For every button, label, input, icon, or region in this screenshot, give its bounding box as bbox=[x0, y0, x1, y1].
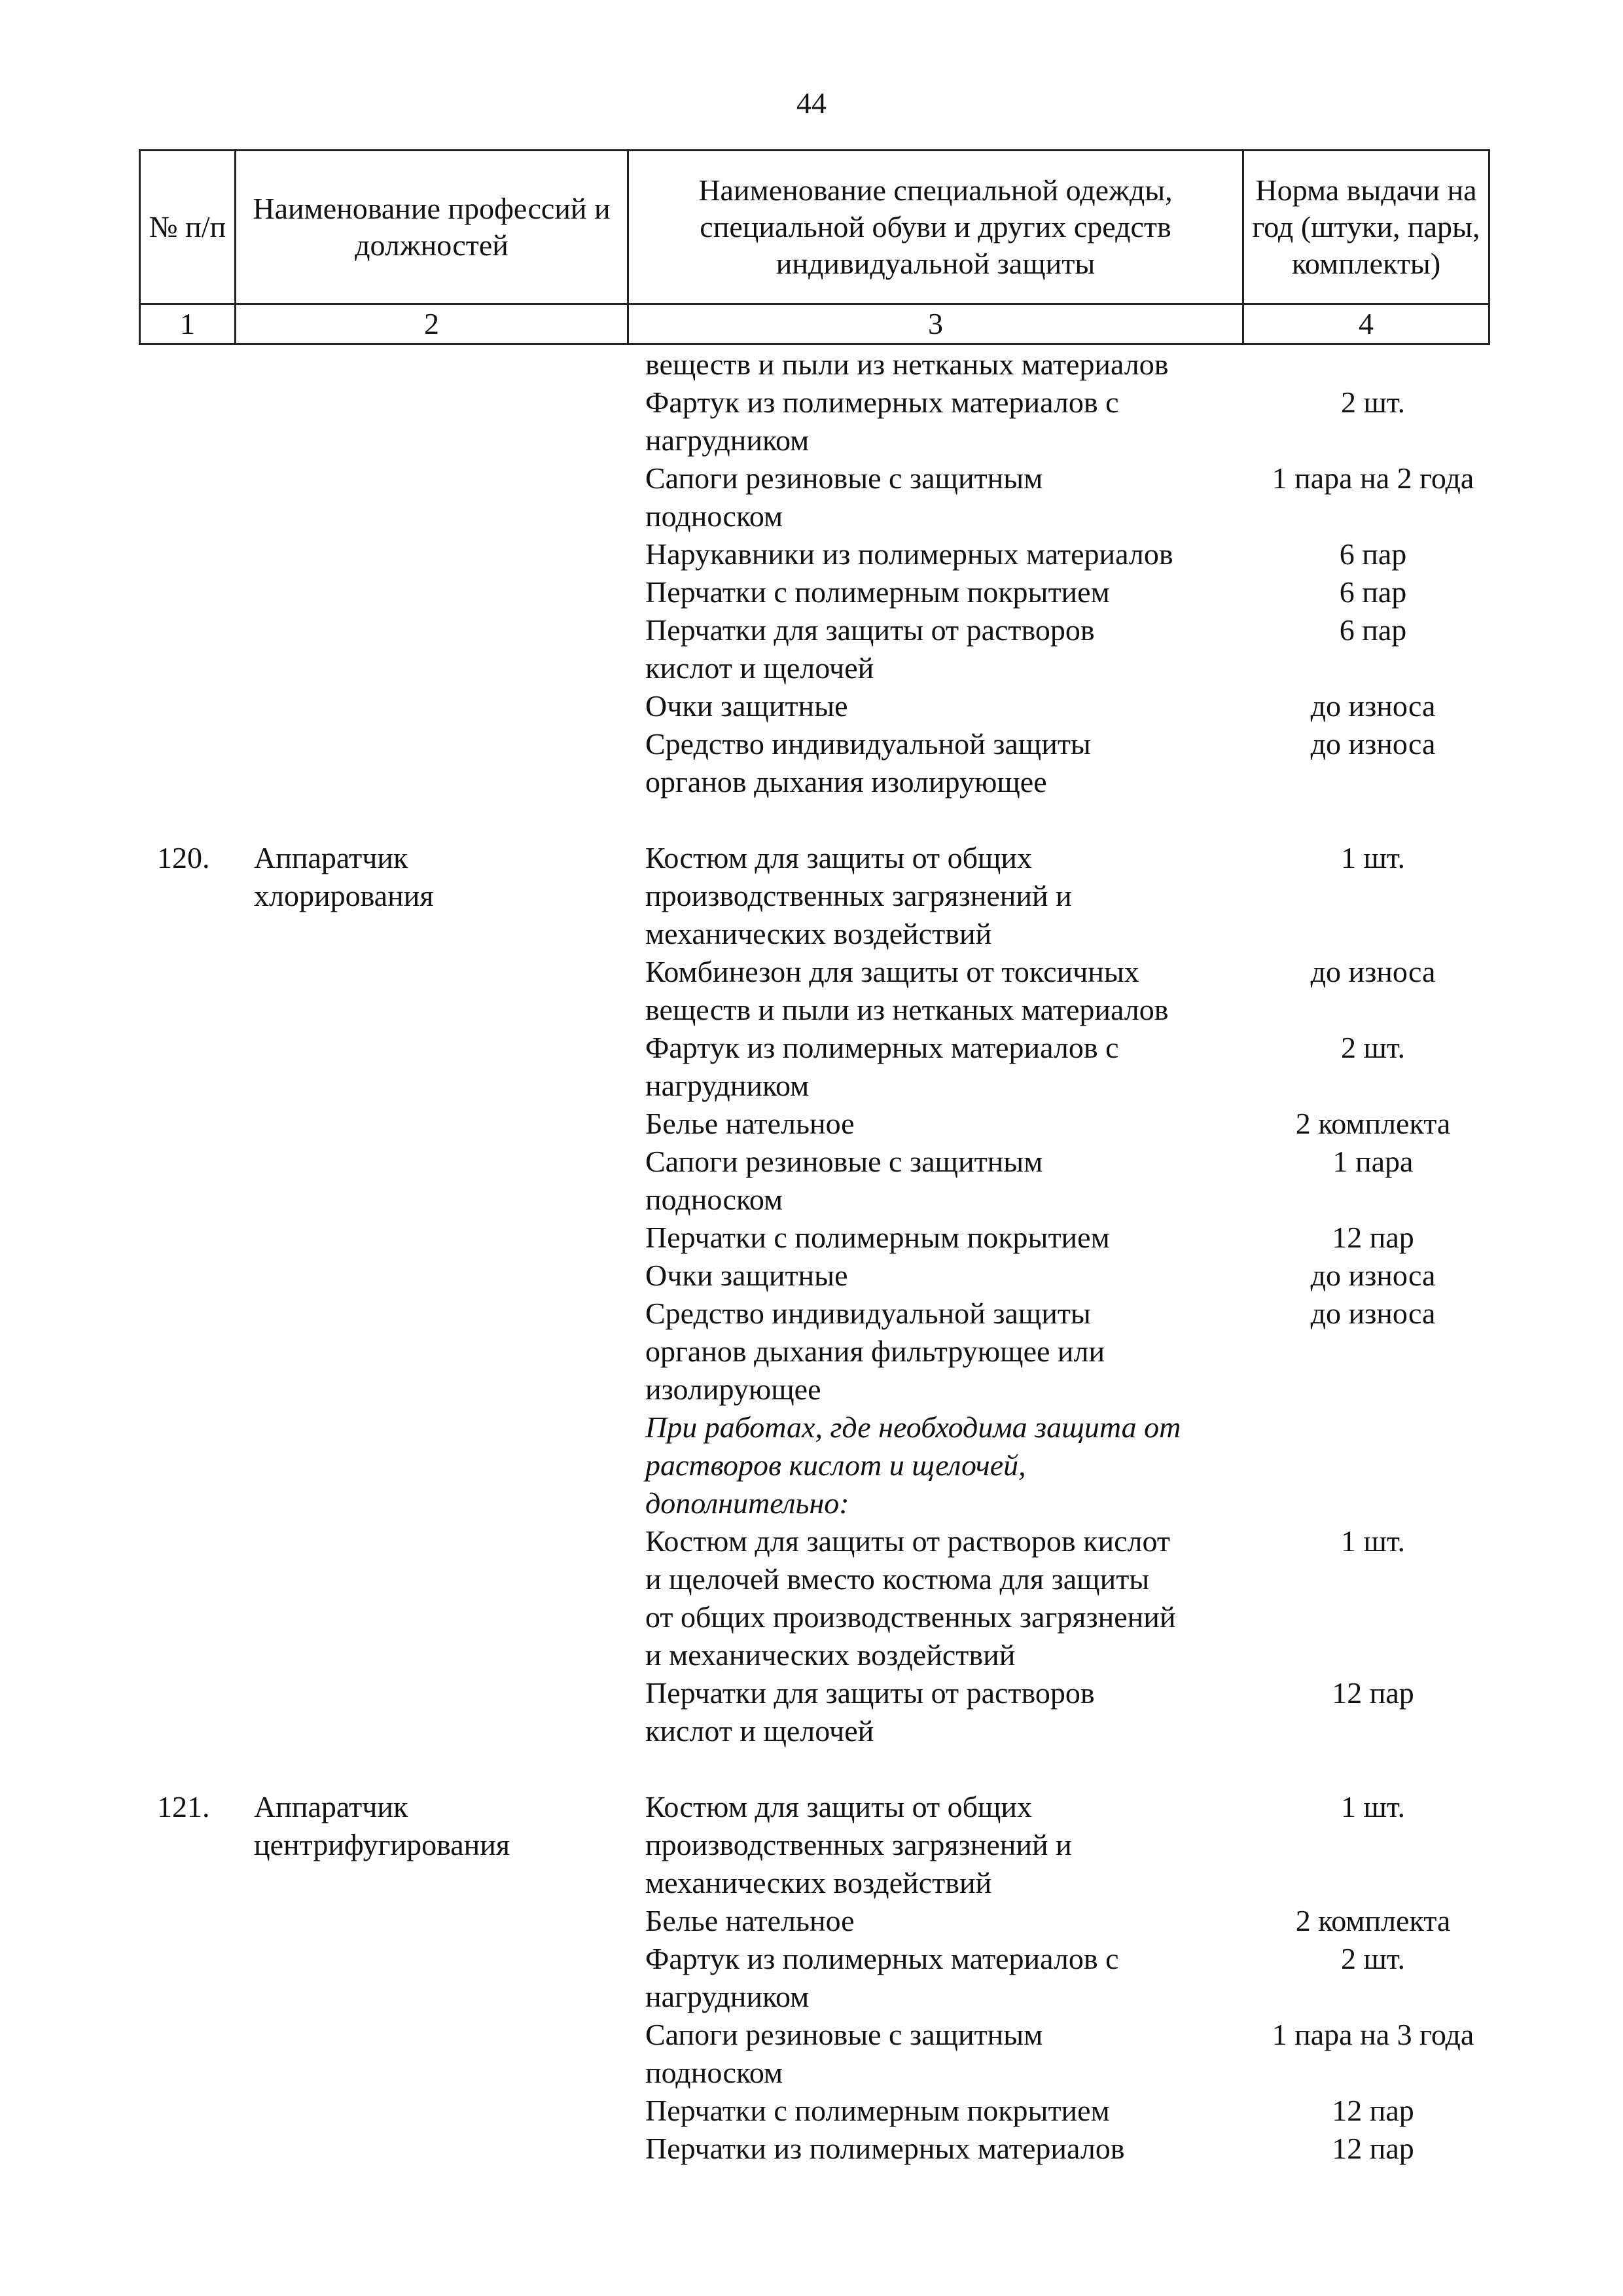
equipment-line: Перчатки с полимерным покрытием bbox=[645, 1221, 1110, 1254]
header-num-3: 3 bbox=[628, 304, 1243, 344]
norm-value: 1 пара на 3 года bbox=[1272, 2018, 1474, 2051]
norm-value: 2 шт. bbox=[1340, 1942, 1406, 1975]
profession-name: хлорирования bbox=[254, 879, 434, 912]
header-num-2: 2 bbox=[236, 304, 628, 344]
norm-value: 12 пар bbox=[1332, 1676, 1414, 1710]
equipment-line: Перчатки для защиты от растворов bbox=[645, 1676, 1095, 1710]
equipment-line: производственных загрязнений и bbox=[645, 879, 1072, 912]
equipment-line: механических воздействий bbox=[645, 1866, 992, 1899]
norm-value: 12 пар bbox=[1332, 1221, 1414, 1254]
equipment-line: подноском bbox=[645, 499, 783, 533]
norm-value: 1 шт. bbox=[1340, 1524, 1406, 1558]
equipment-line: Фартук из полимерных материалов с bbox=[645, 386, 1119, 419]
norm-value: 1 шт. bbox=[1340, 1790, 1406, 1823]
header-num-1: 1 bbox=[140, 304, 236, 344]
equipment-line: Сапоги резиновые с защитным bbox=[645, 1145, 1043, 1178]
equipment-line: органов дыхания изолирующее bbox=[645, 765, 1047, 798]
note-line: При работах, где необходима защита от bbox=[645, 1410, 1181, 1444]
equipment-line: Сапоги резиновые с защитным bbox=[645, 461, 1043, 495]
equipment-line: изолирующее bbox=[645, 1372, 821, 1406]
norm-value: 6 пар bbox=[1339, 575, 1407, 609]
norm-value: до износа bbox=[1310, 955, 1436, 988]
equipment-line: и механических воздействий bbox=[645, 1638, 1016, 1672]
equipment-line: Сапоги резиновые с защитным bbox=[645, 2018, 1043, 2051]
page-number: 44 bbox=[796, 86, 827, 120]
note-line: дополнительно: bbox=[645, 1486, 849, 1520]
header-col-equipment: Наименование специальной одежды, специальной обуви и других средств индивидуальной защиты bbox=[628, 151, 1243, 304]
equipment-line: органов дыхания фильтрующее или bbox=[645, 1335, 1105, 1368]
equipment-line: Перчатки для защиты от растворов bbox=[645, 613, 1095, 647]
norm-value: до износа bbox=[1310, 1297, 1436, 1330]
equipment-line: Перчатки с полимерным покрытием bbox=[645, 575, 1110, 609]
equipment-line: Фартук из полимерных материалов с bbox=[645, 1031, 1119, 1064]
equipment-line: Костюм для защиты от растворов кислот bbox=[645, 1524, 1170, 1558]
equipment-line: производственных загрязнений и bbox=[645, 1828, 1072, 1861]
equipment-line: от общих производственных загрязнений bbox=[645, 1600, 1176, 1634]
norm-value: 1 шт. bbox=[1340, 841, 1406, 874]
equipment-line: кислот и щелочей bbox=[645, 1714, 874, 1748]
norm-value: 1 пара bbox=[1332, 1145, 1414, 1178]
equipment-line: Нарукавники из полимерных материалов bbox=[645, 537, 1173, 571]
profession-name: центрифугирования bbox=[254, 1828, 510, 1861]
norm-value: 6 пар bbox=[1339, 613, 1407, 647]
norm-value: 2 комплекта bbox=[1295, 1107, 1451, 1140]
equipment-line: Средство индивидуальной защиты bbox=[645, 1297, 1091, 1330]
note-line: растворов кислот и щелочей, bbox=[645, 1448, 1026, 1482]
equipment-line: Средство индивидуальной защиты bbox=[645, 727, 1091, 761]
equipment-line: подноском bbox=[645, 1183, 783, 1216]
norm-value: 12 пар bbox=[1332, 2132, 1414, 2165]
norm-value: 2 комплекта bbox=[1295, 1904, 1451, 1937]
equipment-line: веществ и пыли из нетканых материалов bbox=[645, 348, 1169, 381]
equipment-line: Фартук из полимерных материалов с bbox=[645, 1942, 1119, 1975]
equipment-line: нагрудником bbox=[645, 1980, 810, 2013]
equipment-line: Перчатки из полимерных материалов bbox=[645, 2132, 1125, 2165]
norm-value: 2 шт. bbox=[1340, 386, 1406, 419]
equipment-line: Очки защитные bbox=[645, 689, 848, 723]
header-col-profession: Наименование профессий и должностей bbox=[236, 151, 628, 304]
norm-value: 6 пар bbox=[1339, 537, 1407, 571]
equipment-line: Комбинезон для защиты от токсичных bbox=[645, 955, 1139, 988]
norm-value: 12 пар bbox=[1332, 2094, 1414, 2127]
norm-value: 1 пара на 2 года bbox=[1272, 461, 1474, 495]
equipment-line: нагрудником bbox=[645, 1069, 810, 1102]
equipment-line: Очки защитные bbox=[645, 1259, 848, 1292]
equipment-line: Перчатки с полимерным покрытием bbox=[645, 2094, 1110, 2127]
entry-number: 121. bbox=[157, 1790, 210, 1823]
equipment-line: и щелочей вместо костюма для защиты bbox=[645, 1562, 1150, 1596]
equipment-line: веществ и пыли из нетканых материалов bbox=[645, 993, 1169, 1026]
entry-number: 120. bbox=[157, 841, 210, 874]
norm-value: до износа bbox=[1310, 727, 1436, 761]
equipment-line: нагрудником bbox=[645, 423, 810, 457]
profession-name: Аппаратчик bbox=[254, 841, 408, 874]
equipment-line: Белье нательное bbox=[645, 1107, 855, 1140]
equipment-line: механических воздействий bbox=[645, 917, 992, 950]
equipment-line: Костюм для защиты от общих bbox=[645, 1790, 1033, 1823]
equipment-line: Белье нательное bbox=[645, 1904, 855, 1937]
equipment-line: подноском bbox=[645, 2056, 783, 2089]
equipment-line: Костюм для защиты от общих bbox=[645, 841, 1033, 874]
header-num-4: 4 bbox=[1243, 304, 1489, 344]
equipment-line: кислот и щелочей bbox=[645, 651, 874, 685]
norm-value: до износа bbox=[1310, 689, 1436, 723]
header-col-number: № п/п bbox=[140, 151, 236, 304]
header-col-norm: Норма выдачи на год (штуки, пары, комплекты) bbox=[1243, 151, 1489, 304]
norm-value: 2 шт. bbox=[1340, 1031, 1406, 1064]
norm-value: до износа bbox=[1310, 1259, 1436, 1292]
profession-name: Аппаратчик bbox=[254, 1790, 408, 1823]
